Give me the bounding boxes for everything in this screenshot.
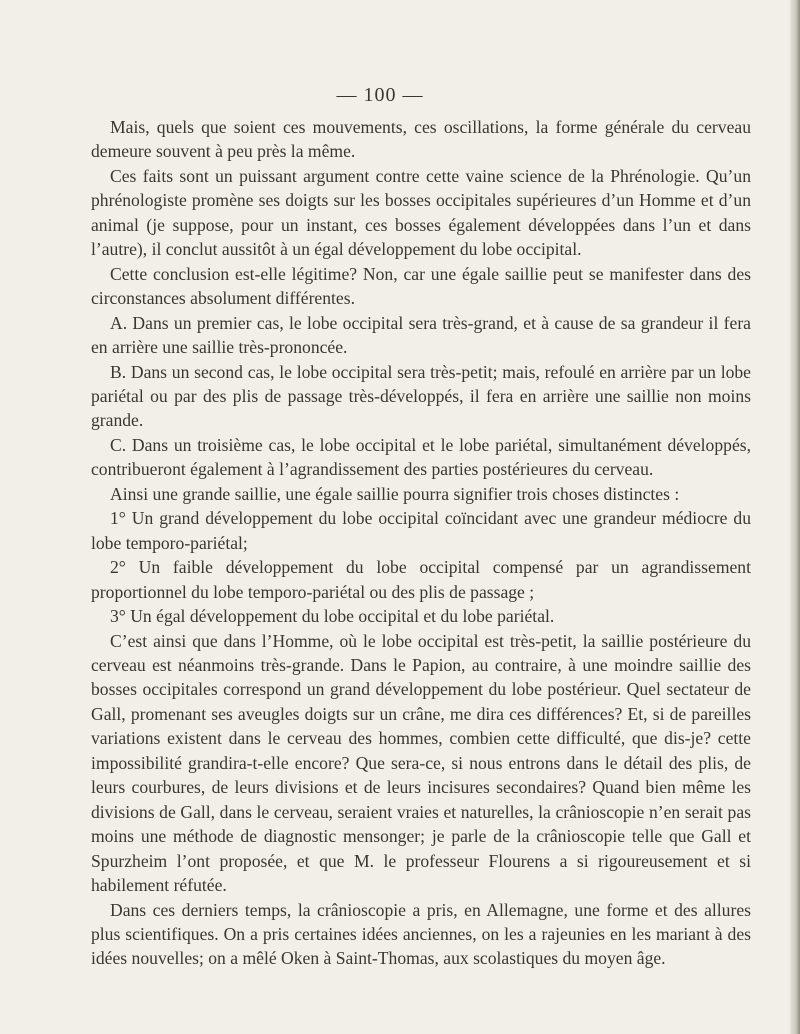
list-item-1: 1° Un grand développement du lobe occipital coïncidant avec une grandeur médiocre du lobe temporo-pariétal; [91,508,751,553]
paragraph: Dans ces derniers temps, la crânioscopie a pris, en Allemagne, une forme et des allures plus scientifiques. On a pris certaines idées anciennes, on les a rajeunies en les mariant à des idées nouvelles; on a mêlé Oken à Saint-Thomas, aux scolastiques du moyen âge. [91,899,751,969]
paragraph-case-a: A. Dans un premier cas, le lobe occipital sera très-grand, et à cause de sa grandeur il fera en arrière une saillie très-prononcée. [91,312,751,358]
paragraph-case-b: B. Dans un second cas, le lobe occipital sera très-petit; mais, refoulé en arrière par un lobe pariétal ou par des plis de passage très-développés, il fera en arrière une saillie non moins grande. [91,361,751,431]
paragraph: Cette conclusion est-elle légitime? Non, car une égale saillie peut se manifester dans des circonstances absolument différentes. [91,263,751,309]
page-number: — 100 — [336,84,424,106]
page-edge-shadow [790,0,800,1034]
paragraph: Ces faits sont un puissant argument contre cette vaine science de la Phrénologie. Qu’un phrénologiste promène ses doigts sur les bosses occipitales supérieures d’un Homme et d’un animal (je suppose, pour un instant, ces bosses également développées dans l’un et dans l’autre), il conclut aussitôt à un égal développement du lobe occipital. [91,165,751,260]
list-item-2: 2° Un faible développement du lobe occipital compensé par un agrandissement proportionnel du lobe temporo-pariétal ou des plis de passage ; [91,557,751,602]
paragraph: C’est ainsi que dans l’Homme, où le lobe occipital est très-petit, la saillie postérieure du cerveau est néanmoins très-grande. Dans le Papion, au contraire, à une moindre saillie des bosses occipitales correspond un grand développement du lobe postérieur. Quel sectateur de Gall, promenant ses aveugles doigts sur un crâne, me dira ces différences? Et, si de pareilles variations existent dans le cerveau des hommes, combien cette difficulté, que dis-je? cette impossibilité grandira-t-elle encore? Que sera-ce, si nous entrons dans le détail des plis, de leurs courbures, de leurs divisions et de leurs incisures secondaires? Quand bien même les divisions de Gall, dans le cerveau, seraient vraies et naturelles, la crânioscopie n’en serait pas moins une méthode de diagnostic mensonger; je parle de la crânioscopie telle que Gall et Spurzheim l’ont proposée, et que M. le professeur Flourens a si rigoureusement et si habilement réfutée. [91,630,751,896]
list-item-3: 3° Un égal développement du lobe occipital et du lobe pariétal. [110,606,555,627]
paragraph-case-c: C. Dans un troisième cas, le lobe occipital et le lobe pariétal, simultanément développés, contribueront également à l’agrandissement des parties postérieures du cerveau. [91,434,751,480]
paragraph: Ainsi une grande saillie, une égale saillie pourra signifier trois choses distinctes : [110,483,680,504]
paragraph: Mais, quels que soient ces mouvements, ces oscillations, la forme générale du cerveau demeure souvent à peu près la même. [91,117,751,162]
body-text [91,115,751,971]
